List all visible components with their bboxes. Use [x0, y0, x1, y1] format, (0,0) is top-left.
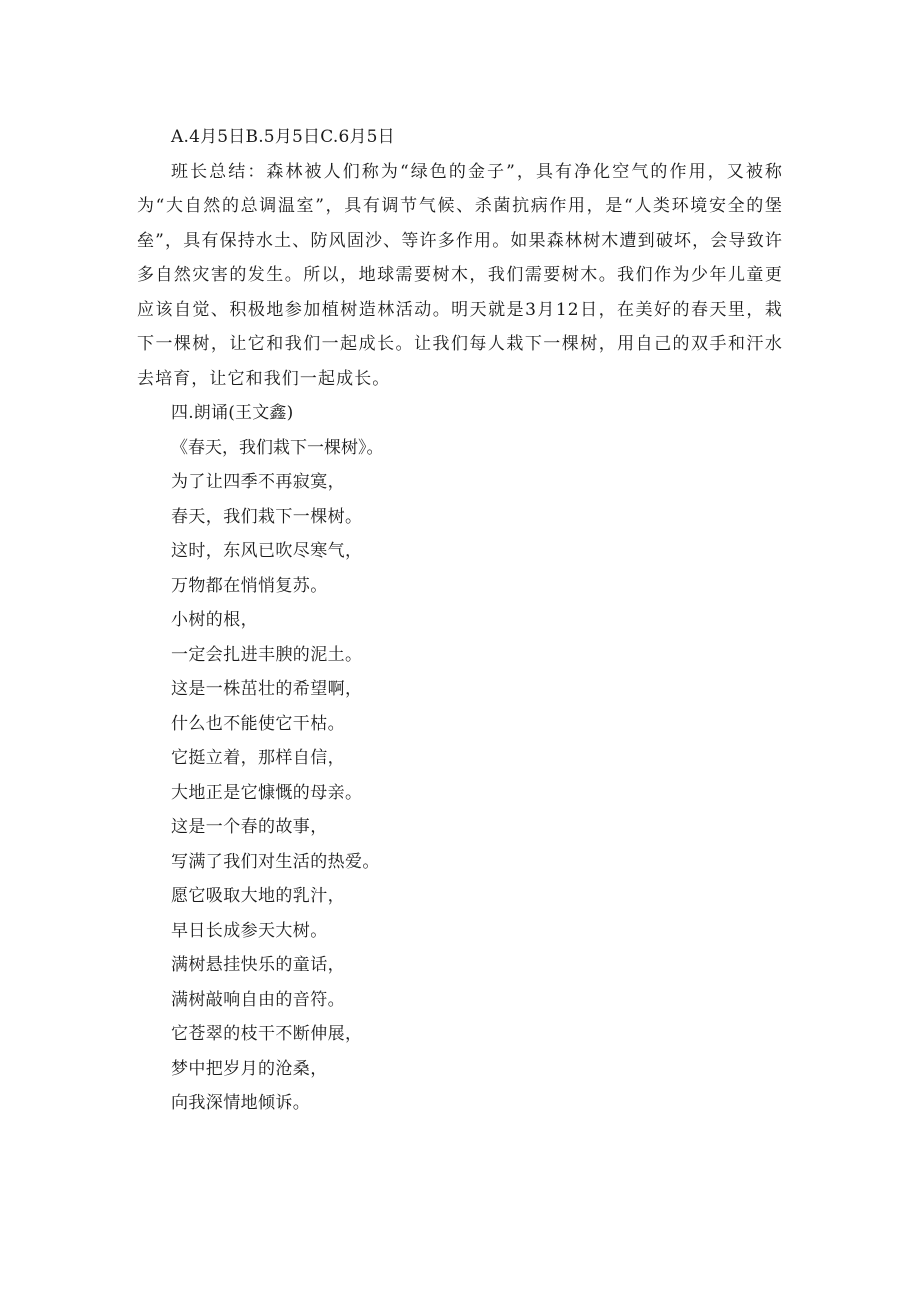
document-body — [137, 120, 783, 1121]
poem-body — [137, 465, 783, 1121]
poem-line: 春天，我们栽下一棵树。 — [171, 506, 363, 527]
section-heading: 四.朗诵(王文鑫) — [171, 403, 294, 423]
poem-line: 小树的根， — [171, 610, 258, 630]
poem-line: 什么也不能使它干枯。 — [171, 713, 345, 734]
options-line: A.4月5日B.5月5日C.6月5日 — [171, 127, 395, 147]
poem-line: 向我深情地倾诉。 — [171, 1093, 311, 1113]
poem-line: 一定会扎进丰腴的泥土。 — [171, 644, 363, 665]
poem-line: 这是一株茁壮的希望啊， — [171, 679, 363, 699]
poem-line: 它苍翠的枝干不断伸展， — [171, 1024, 363, 1044]
poem-line: 这是一个春的故事， — [171, 817, 328, 837]
poem-line: 为了让四季不再寂寞， — [171, 472, 345, 492]
poem-line: 早日长成参天大树。 — [171, 920, 328, 941]
poem-title: 《春天，我们栽下一棵树》。 — [171, 437, 384, 458]
poem-line: 梦中把岁月的沧桑， — [171, 1058, 328, 1079]
poem-line: 满树敲响自由的音符。 — [171, 989, 345, 1010]
poem-line: 满树悬挂快乐的童话， — [171, 955, 345, 975]
poem-line: 它挺立着，那样自信， — [171, 748, 345, 768]
poem-line: 万物都在悄悄复苏。 — [171, 575, 328, 596]
summary-paragraph: 班长总结：森林被人们称为“绿色的金子”，具有净化空气的作用，又被称为“大自然的总调温室”，具有调节气候、杀菌抗病作用，是“人类环境安全的堡垒”，具有保持水土、防风固沙、等许多作用。如果森林树木遭到破坏，会导致许多自然灾害的发生。所以，地球需要树木，我们需要树木。我们作为少年儿童更应该自觉、积极地参加植树造林活动。明天就是3月12日，在美好的春天里，栽下一棵树，让它和我们一起成长。让我们每人栽下一棵树，用自己的双手和汗水去培育，让它和我们一起成长。 — [137, 161, 783, 389]
poem-line: 大地正是它慷慨的母亲。 — [171, 782, 363, 803]
poem-line: 愿它吸取大地的乳汁， — [171, 886, 345, 906]
poem-line: 这时，东风已吹尽寒气， — [171, 541, 363, 561]
poem-line: 写满了我们对生活的热爱。 — [171, 851, 380, 872]
